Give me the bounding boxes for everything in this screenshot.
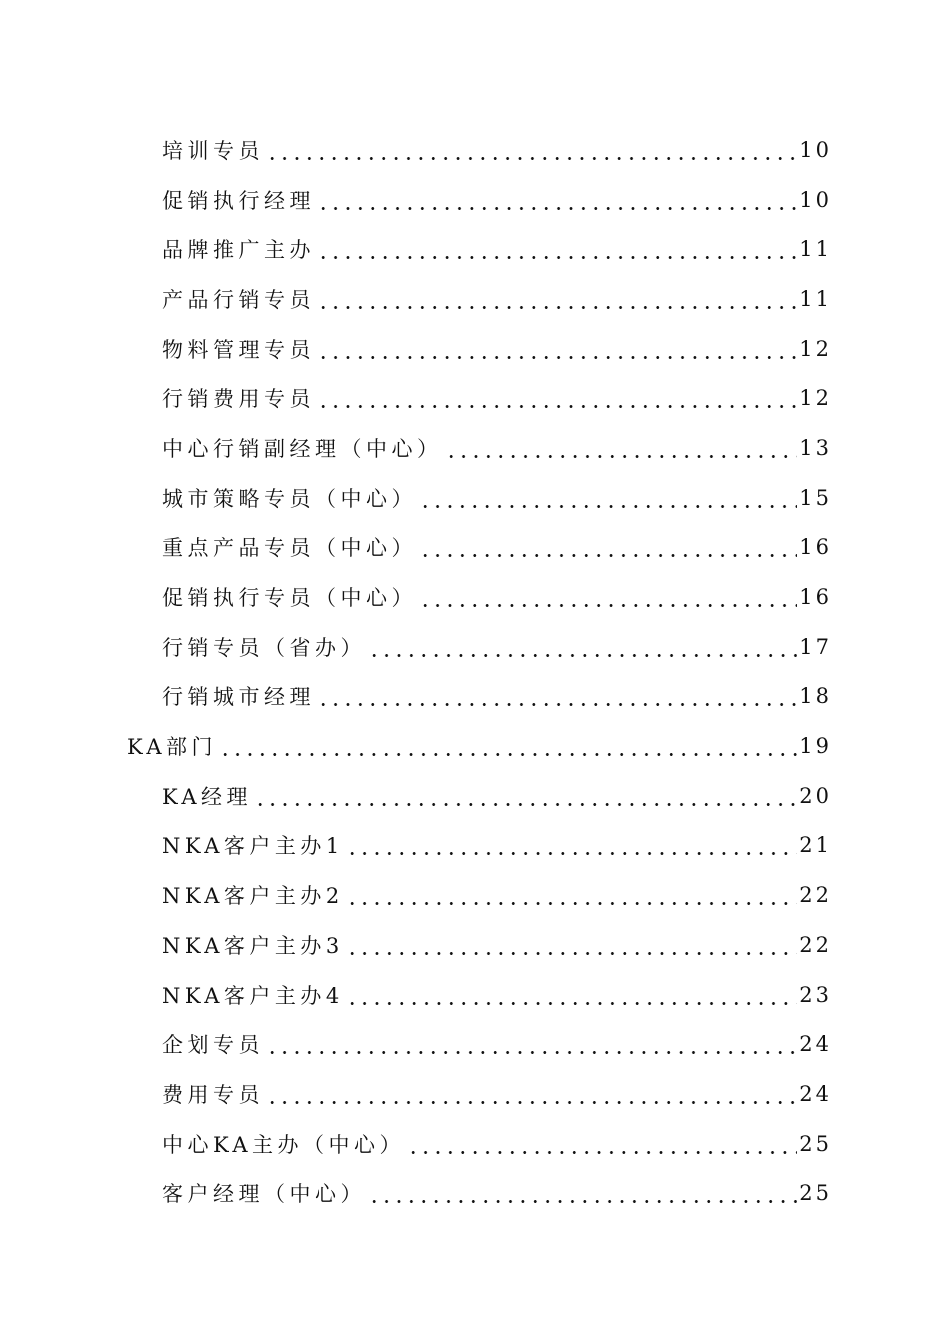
toc-entry[interactable]: [0, 771, 950, 821]
toc-entry-title: 促销执行专员（中心）: [162, 586, 417, 611]
toc-entry-title: 客户经理（中心）: [162, 1182, 366, 1207]
toc-entry-page-number: 20: [799, 783, 832, 808]
toc-dot-leader: [317, 338, 797, 360]
toc-dot-leader: [346, 984, 798, 1006]
toc-dot-leader: [317, 387, 797, 409]
toc-entry-title: KA部门: [127, 735, 218, 760]
toc-entry-title: 中心行销副经理（中心）: [162, 436, 443, 461]
toc-dot-leader: [254, 785, 797, 807]
toc-entry[interactable]: [0, 721, 950, 771]
toc-entry-title: NKA客户主办4: [162, 983, 344, 1008]
toc-entry-title: 城市策略专员（中心）: [162, 486, 417, 511]
toc-entry-page-number: 22: [799, 932, 832, 957]
toc-entry-title: 品牌推广主办: [162, 238, 315, 263]
toc-dot-leader: [445, 437, 798, 459]
toc-entry-page-number: 10: [799, 137, 832, 162]
toc-entry-page-number: 22: [799, 883, 832, 908]
toc-entry-page-number: 10: [799, 187, 832, 212]
toc-entry-title: 产品行销专员: [162, 287, 315, 312]
toc-dot-leader: [419, 536, 797, 558]
toc-entry-title: NKA客户主办2: [162, 884, 344, 909]
toc-entry-page-number: 24: [799, 1081, 832, 1106]
toc-entry-page-number: 18: [799, 684, 832, 709]
toc-entry-page-number: 16: [799, 585, 832, 610]
toc-entry[interactable]: [0, 125, 950, 175]
toc-entry-page-number: 17: [799, 634, 832, 659]
toc-entry-page-number: 16: [799, 535, 832, 560]
toc-entry-page-number: 12: [799, 386, 832, 411]
toc-entry-title: 促销执行经理: [162, 188, 315, 213]
toc-dot-leader: [368, 1182, 797, 1204]
toc-entry[interactable]: [0, 224, 950, 274]
toc-dot-leader: [317, 238, 797, 260]
toc-entry[interactable]: [0, 324, 950, 374]
toc-entry-page-number: 15: [799, 485, 832, 510]
toc-entry-page-number: 21: [799, 833, 832, 858]
toc-entry-page-number: 11: [799, 286, 832, 311]
toc-dot-leader: [346, 834, 798, 856]
toc-entry-page-number: 23: [799, 982, 832, 1007]
toc-entry[interactable]: [0, 523, 950, 573]
toc-dot-leader: [317, 288, 797, 310]
toc-entry[interactable]: [0, 970, 950, 1020]
toc-entry[interactable]: [0, 1019, 950, 1069]
toc-entry[interactable]: [0, 622, 950, 672]
toc-entry[interactable]: [0, 175, 950, 225]
toc-entry-title: 中心KA主办（中心）: [162, 1132, 406, 1157]
toc-entry[interactable]: [0, 920, 950, 970]
toc-entry-title: 重点产品专员（中心）: [162, 536, 417, 561]
toc-entry-title: 费用专员: [162, 1082, 264, 1107]
toc-dot-leader: [317, 685, 797, 707]
toc-entry-title: NKA客户主办1: [162, 834, 344, 859]
toc-entry[interactable]: [0, 1069, 950, 1119]
toc-entry-title: 行销费用专员: [162, 387, 315, 412]
toc-dot-leader: [317, 189, 797, 211]
toc-entry[interactable]: [0, 423, 950, 473]
toc-dot-leader: [219, 735, 797, 757]
toc-entry[interactable]: [0, 1168, 950, 1218]
toc-entry-title: KA经理: [162, 784, 253, 809]
toc-dot-leader: [266, 1033, 797, 1055]
toc-entry-page-number: 13: [799, 435, 832, 460]
toc-entry[interactable]: [0, 821, 950, 871]
toc-entry-title: 行销城市经理: [162, 685, 315, 710]
toc-entry-title: 培训专员: [162, 138, 264, 163]
toc-entry[interactable]: [0, 473, 950, 523]
toc-entry[interactable]: [0, 373, 950, 423]
toc-dot-leader: [419, 487, 797, 509]
toc-entry[interactable]: [0, 1119, 950, 1169]
toc-dot-leader: [407, 1133, 797, 1155]
table-of-contents: [0, 125, 950, 1218]
toc-entry-page-number: 24: [799, 1032, 832, 1057]
toc-entry-page-number: 25: [799, 1181, 832, 1206]
toc-dot-leader: [419, 586, 797, 608]
toc-dot-leader: [266, 1083, 797, 1105]
toc-entry-page-number: 19: [799, 734, 832, 759]
toc-entry[interactable]: [0, 274, 950, 324]
toc-entry-title: 行销专员（省办）: [162, 635, 366, 660]
toc-dot-leader: [368, 636, 797, 658]
toc-entry-title: 物料管理专员: [162, 337, 315, 362]
toc-dot-leader: [266, 139, 797, 161]
toc-entry-title: NKA客户主办3: [162, 933, 344, 958]
toc-entry[interactable]: [0, 870, 950, 920]
toc-dot-leader: [346, 884, 798, 906]
toc-dot-leader: [346, 934, 798, 956]
toc-entry-page-number: 11: [799, 237, 832, 262]
toc-entry-page-number: 12: [799, 336, 832, 361]
toc-entry-page-number: 25: [799, 1131, 832, 1156]
toc-entry-title: 企划专员: [162, 1033, 264, 1058]
toc-entry[interactable]: [0, 572, 950, 622]
toc-entry[interactable]: [0, 672, 950, 722]
